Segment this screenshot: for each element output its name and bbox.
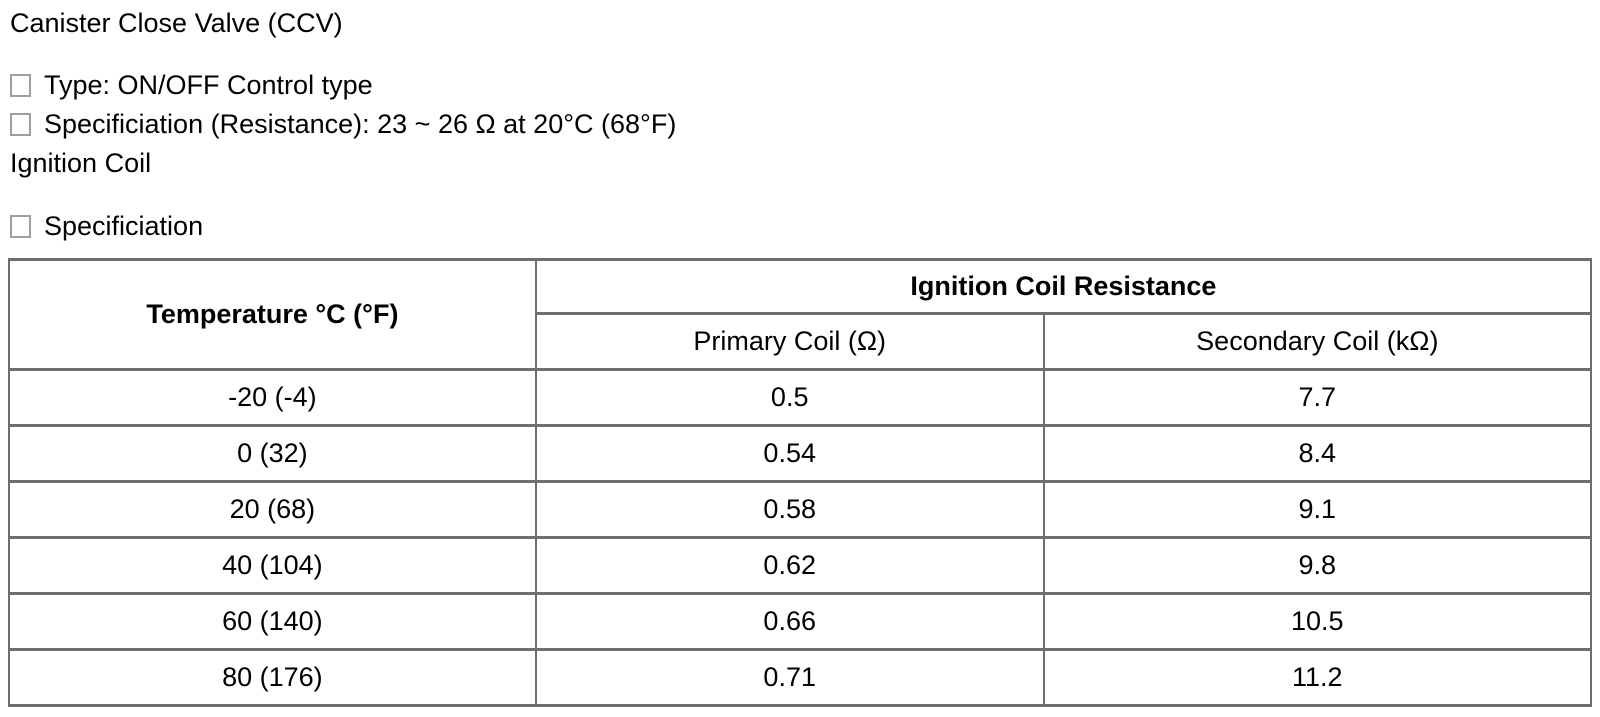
secondary-cell: 9.1 (1044, 482, 1591, 538)
temp-cell: 40 (104) (9, 538, 536, 594)
table-header-row-group (9, 260, 1591, 314)
table-row (9, 594, 1591, 650)
specification-line (8, 207, 1592, 246)
page-title: Canister Close Valve (CCV) (10, 8, 343, 38)
specification-text: Specificiation (44, 211, 204, 241)
temp-cell: 0 (32) (9, 426, 536, 482)
empty-square-icon (10, 74, 31, 97)
table-row (9, 426, 1591, 482)
temperature-column-header: Temperature °C (°F) (9, 260, 536, 370)
ccv-type-text: Type: ON/OFF Control type (44, 70, 373, 100)
empty-square-icon (10, 215, 31, 238)
temp-cell: 60 (140) (9, 594, 536, 650)
secondary-cell: 9.8 (1044, 538, 1591, 594)
secondary-cell: 8.4 (1044, 426, 1591, 482)
ccv-type-line (8, 66, 1592, 105)
primary-cell: 0.66 (536, 594, 1044, 650)
primary-coil-header: Primary Coil (Ω) (536, 314, 1044, 370)
temp-cell: 80 (176) (9, 650, 536, 706)
secondary-coil-header: Secondary Coil (kΩ) (1044, 314, 1591, 370)
primary-cell: 0.71 (536, 650, 1044, 706)
table-row (9, 370, 1591, 426)
table-row (9, 482, 1591, 538)
table-row (9, 650, 1591, 706)
temp-cell: -20 (-4) (9, 370, 536, 426)
empty-square-icon (10, 113, 31, 136)
primary-cell: 0.58 (536, 482, 1044, 538)
ccv-spec-line (8, 105, 1592, 144)
ccv-spec-text: Specificiation (Resistance): 23 ~ 26 Ω at 20°C (68°F) (44, 109, 677, 139)
primary-cell: 0.5 (536, 370, 1044, 426)
ignition-coil-heading: Ignition Coil (10, 148, 152, 178)
ignition-coil-resistance-table (8, 258, 1592, 707)
temp-cell: 20 (68) (9, 482, 536, 538)
resistance-group-header: Ignition Coil Resistance (536, 260, 1591, 314)
primary-cell: 0.54 (536, 426, 1044, 482)
table-row (9, 538, 1591, 594)
secondary-cell: 11.2 (1044, 650, 1591, 706)
secondary-cell: 10.5 (1044, 594, 1591, 650)
primary-cell: 0.62 (536, 538, 1044, 594)
secondary-cell: 7.7 (1044, 370, 1591, 426)
